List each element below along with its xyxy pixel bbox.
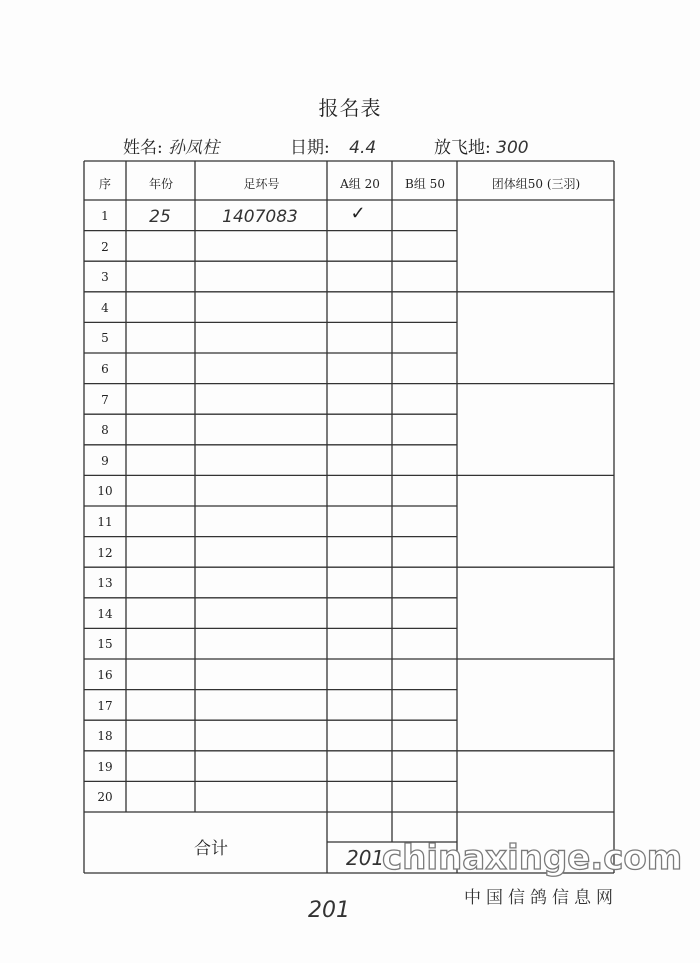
header-group-b: B组 50 [405,177,445,191]
row-number: 7 [101,392,109,407]
row-number: 18 [97,729,113,744]
watermark-site-name: 中国信鸽信息网 [464,888,618,908]
page-title: 报名表 [318,96,382,120]
name-label: 姓名: [123,138,163,158]
row-number: 12 [97,545,113,560]
row-number: 8 [101,423,109,438]
name-value: 孙凤柱 [168,138,220,158]
row-number: 2 [101,239,109,254]
entry-year: 25 [149,207,171,227]
row-number: 6 [101,362,109,376]
row-number: 1 [101,209,109,223]
entry-ring: 1407083 [222,207,298,227]
total-label: 合计 [194,839,228,859]
header-seq: 序 [98,177,111,191]
place-value: 300 [496,138,529,158]
header-group-a: A组 20 [340,177,380,191]
header-team: 团体组50 (三羽) [491,177,581,191]
header-year: 年份 [148,177,173,191]
bottom-handwritten: 201 [308,898,350,923]
header-ring: 足环号 [243,177,280,191]
row-number: 5 [101,331,109,346]
row-number: 4 [101,300,109,315]
row-number: 13 [97,576,113,591]
row-number: 15 [97,637,113,652]
watermark-url: chinaxinge.com [382,838,683,878]
row-number: 9 [101,453,109,468]
row-number: 3 [101,270,109,285]
row-number: 20 [97,790,113,805]
row-number: 16 [97,668,113,682]
row-number: 14 [97,606,113,621]
date-value: 4.4 [349,138,377,158]
date-label: 日期: [290,138,330,158]
place-label: 放飞地: [434,138,491,158]
row-number: 11 [97,515,113,529]
total-handwritten: 201 [346,846,385,870]
row-number: 19 [97,759,113,774]
row-number: 17 [97,698,113,713]
entry-a-check: ✓ [350,203,366,224]
row-number: 10 [97,484,113,499]
